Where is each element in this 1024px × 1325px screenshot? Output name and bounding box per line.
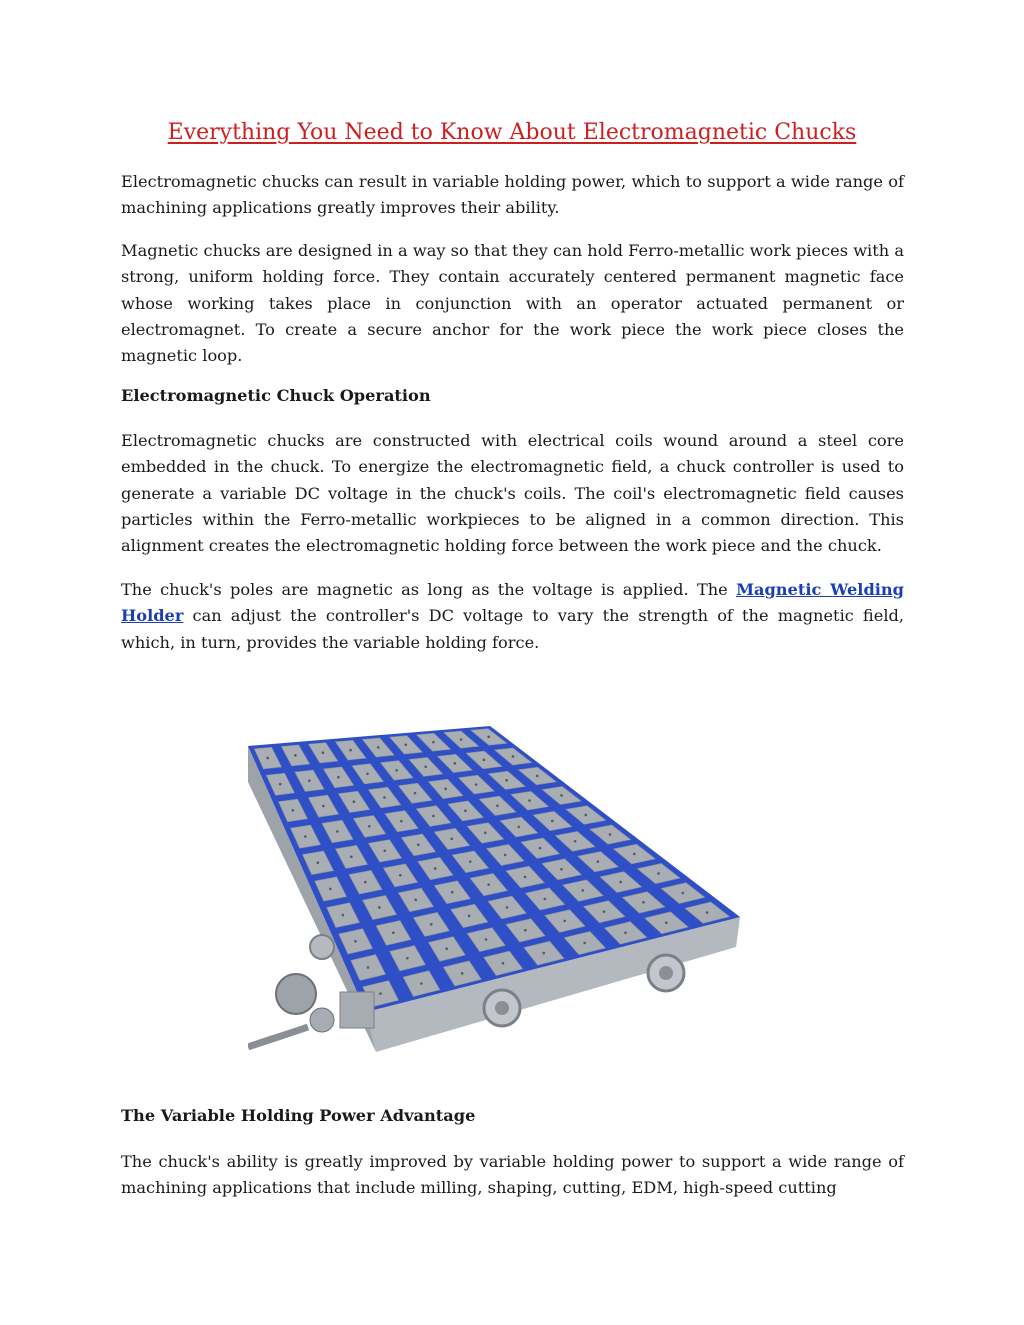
chuck-pole-hole <box>597 860 600 863</box>
cable <box>248 1027 308 1047</box>
chuck-pole-hole <box>524 876 527 879</box>
chuck-pole-hole <box>294 754 297 757</box>
chuck-pole-hole <box>706 911 709 914</box>
chuck-pole-hole <box>560 868 563 871</box>
chuck-pole-hole <box>682 892 685 895</box>
chuck-pole-hole <box>603 910 606 913</box>
chuck-pole-hole <box>583 942 586 945</box>
chuck-pole-hole <box>624 931 627 934</box>
chuck-pole-hole <box>506 906 509 909</box>
chuck-pole-hole <box>451 838 454 841</box>
chuck-pole-hole <box>379 992 382 995</box>
chuck-pole-hole <box>574 840 577 843</box>
chuck-pole-hole <box>642 901 645 904</box>
chuck-pole-hole <box>432 815 435 818</box>
chuck-pole-hole <box>539 847 542 850</box>
chuck-pole-hole <box>434 867 437 870</box>
chuck-pole-hole <box>395 769 398 772</box>
page-title: Everything You Need to Know About Electromagnetic Chucks <box>167 120 857 145</box>
chuck-pole-hole <box>544 898 547 901</box>
chuck-pole-hole <box>420 982 423 985</box>
chuck-pole-hole <box>417 843 420 846</box>
section-heading-operation: Electromagnetic Chuck Operation <box>121 386 431 405</box>
chuck-pole-hole <box>453 762 456 765</box>
chuck-pole-hole <box>484 832 487 835</box>
chuck-pole-hole <box>400 820 403 823</box>
connector-cap <box>276 974 316 1014</box>
operation-paragraph: Electromagnetic chucks are constructed with electrical coils wound around a steel core embedded in the chuck. To energize the electromagnetic field, a chuck controller is used to generate a variable DC voltage in the chuck's coils. The coil's electromagnetic field causes particles within the Ferro-metallic workpieces to be aligned in a common direction. This alignment creates the electromagnetic holding force between the work piece and the chuck. <box>121 431 904 556</box>
advantage-paragraph: The chuck's ability is greatly improved by variable holding power to support a wide range of machining applications that include milling, shaping, cutting, EDM, high-speed cutting <box>121 1152 904 1198</box>
chuck-pole-hole <box>469 860 472 863</box>
chuck-pole-hole <box>354 940 357 943</box>
chuck-pole-hole <box>353 800 356 803</box>
chuck-pole-hole <box>322 805 325 808</box>
chuck-pole-hole <box>512 755 515 758</box>
chuck-pole-hole <box>468 915 471 918</box>
chuck-pole-hole <box>349 749 352 752</box>
chuck-pole-hole <box>543 952 546 955</box>
chuck-pole-hole <box>460 738 463 741</box>
magnetic-welding-holder-link[interactable]: Magnetic Welding Holder <box>121 580 905 626</box>
chuck-pole-hole <box>665 921 668 924</box>
chuck-pole-hole <box>445 948 448 951</box>
chuck-pole-hole <box>399 874 402 877</box>
chuck-pole-hole <box>366 772 369 775</box>
chuck-pole-hole <box>266 757 269 760</box>
chuck-pole-hole <box>528 799 531 802</box>
chuck-pole-hole <box>560 794 563 797</box>
chuck-pole-hole <box>279 783 282 786</box>
front-knob-right-center <box>659 966 673 980</box>
chuck-pole-hole <box>322 751 325 754</box>
chuck-pole-hole <box>461 972 464 975</box>
chuck-pole-hole <box>291 809 294 812</box>
chuck-pole-hole <box>368 825 371 828</box>
chuck-pole-hole <box>563 920 566 923</box>
chuck-pole-hole <box>342 914 345 917</box>
chuck-pole-hole <box>485 938 488 941</box>
chuck-pole-hole <box>432 741 435 744</box>
chuck-pole-hole <box>430 923 433 926</box>
chuck-pole-hole <box>317 861 320 864</box>
chuck-pole-hole <box>424 766 427 769</box>
chuck-pole-hole <box>304 835 307 838</box>
chuck-pole-hole <box>584 814 587 817</box>
connector-body <box>310 1008 334 1032</box>
chuck-pole-hole <box>406 957 409 960</box>
chuck-pole-hole <box>367 966 370 969</box>
description-paragraph: Magnetic chucks are designed in a way so that they can hold Ferro-metallic work pieces with a strong, uniform holding force. They contain accurately centered permanent magnetic face whose working takes place in conjunction with an operator actuated permanent or electromagnet. To create a secure anchor for the work piece the work piece closes the magnetic loop. <box>121 241 904 366</box>
chuck-pole-hole <box>384 849 387 852</box>
chuck-pole-hole <box>496 804 499 807</box>
chuck-pole-hole <box>378 906 381 909</box>
connector-plug <box>340 992 374 1028</box>
chuck-pole-hole <box>483 759 486 762</box>
chuck-pole-hole <box>337 776 340 779</box>
side-knob <box>310 935 334 959</box>
chuck-pole-hole <box>524 929 527 932</box>
voltage-paragraph <box>121 577 904 656</box>
chuck-pole-hole <box>405 743 408 746</box>
electromagnetic-chuck-image <box>248 722 748 1062</box>
chuck-pole-hole <box>444 788 447 791</box>
chuck-pole-hole <box>517 826 520 829</box>
chuck-pole-hole <box>377 746 380 749</box>
voltage-text-before: The chuck's poles are magnetic as long as the voltage is applied. The <box>121 580 737 599</box>
chuck-pole-hole <box>414 899 417 902</box>
chuck-pole-hole <box>329 888 332 891</box>
chuck-pole-hole <box>383 796 386 799</box>
chuck-pole-hole <box>475 783 478 786</box>
chuck-pole-hole <box>464 810 467 813</box>
chuck-pole-hole <box>633 853 636 856</box>
voltage-text-after: can adjust the controller's DC voltage to vary the strength of the magnetic field, which, in turn, provides the variable holding force. <box>121 606 904 652</box>
chuck-pole-hole <box>350 855 353 858</box>
chuck-pole-hole <box>551 820 554 823</box>
chuck-pole-hole <box>504 854 507 857</box>
chuck-pole-hole <box>502 962 505 965</box>
chuck-pole-hole <box>364 881 367 884</box>
chuck-pole-hole <box>657 872 660 875</box>
chuck-pole-hole <box>487 883 490 886</box>
chuck-pole-hole <box>451 891 454 894</box>
chuck-pole-hole <box>308 779 311 782</box>
chuck-pole-hole <box>336 830 339 833</box>
front-knob-left-center <box>495 1001 509 1015</box>
chuck-pole-hole <box>536 775 539 778</box>
chuck-pole-hole <box>581 889 584 892</box>
section-heading-advantage: The Variable Holding Power Advantage <box>121 1106 476 1125</box>
chuck-pole-hole <box>505 779 508 782</box>
chuck-pole-hole <box>609 833 612 836</box>
chuck-pole-hole <box>392 931 395 934</box>
chuck-pole-hole <box>619 881 622 884</box>
intro-paragraph: Electromagnetic chucks can result in variable holding power, which to support a wide range of machining applications greatly improves their ability. <box>121 172 904 218</box>
chuck-pole-hole <box>414 792 417 795</box>
chuck-pole-hole <box>487 736 490 739</box>
